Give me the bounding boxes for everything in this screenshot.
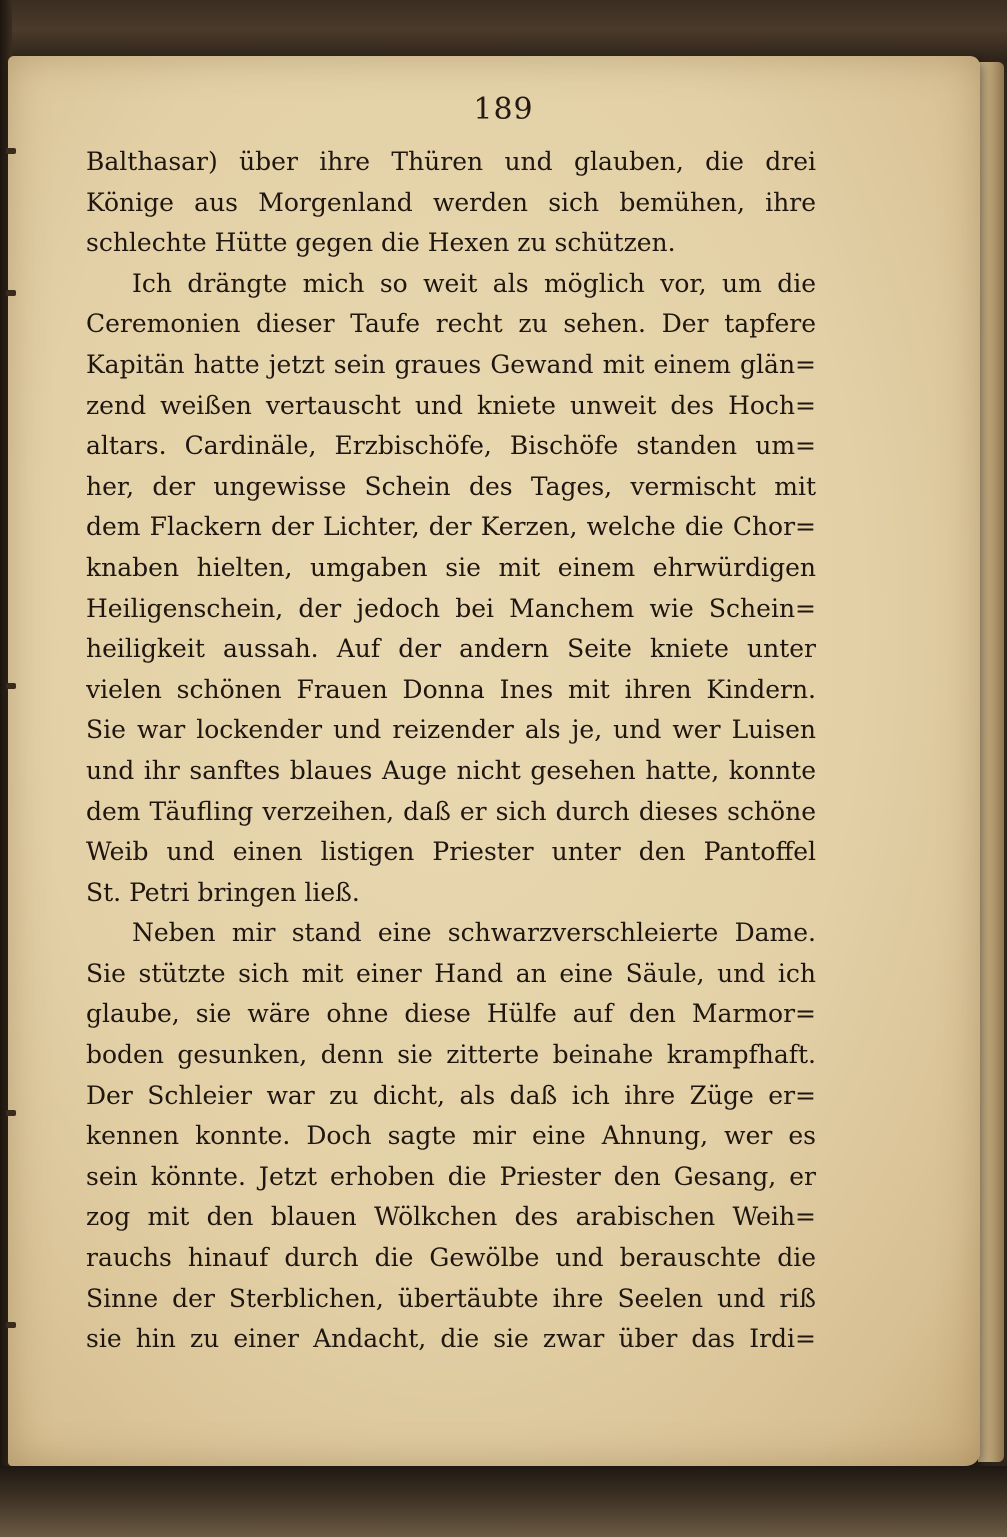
text-line: altars. Cardinäle, Erzbischöfe, Bischöfe standen um=	[86, 431, 816, 461]
margin-mark	[6, 1322, 16, 1328]
text-line: zend weißen vertauscht und kniete unweit des Hoch=	[86, 390, 816, 420]
text-line: sie hin zu einer Andacht, die sie zwar über das Irdi=	[86, 1324, 816, 1354]
margin-mark	[6, 1110, 16, 1116]
text-line: zog mit den blauen Wölkchen des arabischen Weih=	[86, 1202, 816, 1232]
text-line: her, der ungewisse Schein des Tages, vermischt mit	[86, 471, 816, 501]
text-line: und ihr sanftes blaues Auge nicht gesehen hatte, konnte	[86, 755, 816, 785]
text-line: Ceremonien dieser Taufe recht zu sehen. Der tapfere	[86, 309, 816, 339]
text-line: dem Täufling verzeihen, daß er sich durch dieses schöne	[86, 796, 816, 826]
text-line: St. Petri bringen ließ.	[86, 877, 360, 907]
text-line: Weib und einen listigen Priester unter den Pantoffel	[86, 837, 816, 867]
text-line: heiligkeit aussah. Auf der andern Seite kniete unter	[86, 634, 816, 664]
text-line: boden gesunken, denn sie zitterte beinahe krampfhaft.	[86, 1040, 816, 1070]
page-number: 189	[473, 92, 534, 127]
text-line: kennen konnte. Doch sagte mir eine Ahnung, wer es	[86, 1121, 816, 1151]
margin-mark	[6, 290, 16, 296]
margin-mark	[6, 683, 16, 689]
text-line: Ich drängte mich so weit als möglich vor, um die	[132, 268, 816, 298]
text-line: schlechte Hütte gegen die Hexen zu schützen.	[86, 228, 676, 258]
text-line: knaben hielten, umgaben sie mit einem ehrwürdigen	[86, 552, 816, 582]
text-line: Neben mir stand eine schwarzverschleierte Dame.	[132, 918, 816, 948]
text-line: Sie stützte sich mit einer Hand an eine Säule, und ich	[86, 958, 816, 988]
page-edge	[978, 62, 1004, 1462]
text-line: Könige aus Morgenland werden sich bemühen, ihre	[86, 187, 816, 217]
text-line: Sie war lockender und reizender als je, und wer Luisen	[86, 715, 816, 745]
text-line: vielen schönen Frauen Donna Ines mit ihren Kindern.	[86, 674, 816, 704]
text-line: glaube, sie wäre ohne diese Hülfe auf den Marmor=	[86, 999, 816, 1029]
book-cover-bottom	[0, 1466, 1007, 1537]
text-line: Heiligenschein, der jedoch bei Manchem wie Schein=	[86, 593, 816, 623]
margin-mark	[6, 148, 16, 154]
text-line: Balthasar) über ihre Thüren und glauben, die drei	[86, 147, 816, 176]
body-text	[86, 142, 816, 1360]
text-line: Kapitän hatte jetzt sein graues Gewand mit einem glän=	[86, 349, 816, 379]
text-line: Sinne der Sterblichen, übertäubte ihre Seelen und riß	[86, 1283, 816, 1313]
text-line: dem Flackern der Lichter, der Kerzen, welche die Chor=	[86, 512, 816, 542]
text-line: Der Schleier war zu dicht, als daß ich ihre Züge er=	[86, 1080, 816, 1110]
text-line: rauchs hinauf durch die Gewölbe und berauschte die	[86, 1243, 816, 1273]
text-line: sein könnte. Jetzt erhoben die Priester den Gesang, er	[86, 1161, 816, 1191]
